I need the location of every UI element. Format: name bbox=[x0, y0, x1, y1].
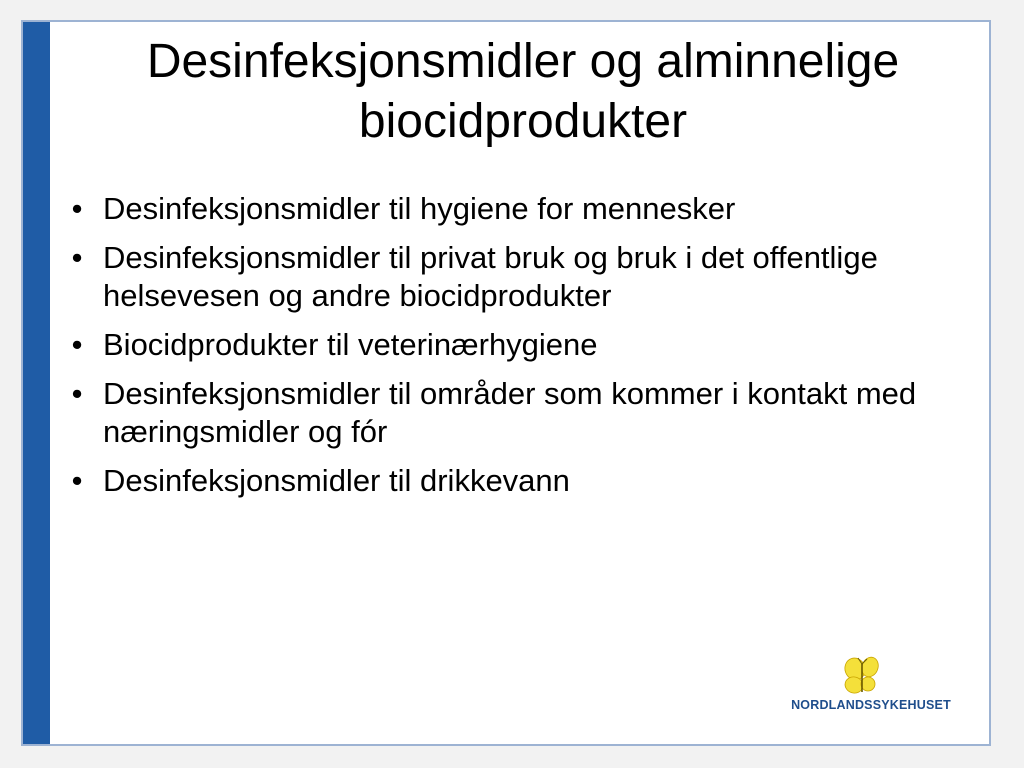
bullet-item bbox=[63, 462, 943, 500]
bullet-icon: • bbox=[71, 240, 83, 275]
butterfly-icon bbox=[840, 656, 884, 696]
bullet-text: Desinfeksjonsmidler til drikkevann bbox=[103, 463, 570, 498]
bullet-list bbox=[63, 190, 943, 511]
logo-wordmark: NORDLANDSSYKEHUSET bbox=[791, 698, 951, 712]
bullet-text: Desinfeksjonsmidler til privat bruk og bruk i det offentlige helsevesen og andre biocidprodukter bbox=[103, 240, 878, 313]
bullet-text: Biocidprodukter til veterinærhygiene bbox=[103, 327, 598, 362]
bullet-icon: • bbox=[71, 463, 83, 498]
bullet-icon: • bbox=[71, 191, 83, 226]
accent-bar bbox=[23, 22, 50, 744]
bullet-icon: • bbox=[71, 327, 83, 362]
organization-logo bbox=[786, 656, 956, 722]
bullet-item bbox=[63, 239, 943, 315]
bullet-item bbox=[63, 190, 943, 228]
bullet-icon: • bbox=[71, 376, 83, 411]
bullet-text: Desinfeksjonsmidler til hygiene for mennesker bbox=[103, 191, 736, 226]
bullet-item bbox=[63, 326, 943, 364]
slide bbox=[21, 20, 991, 746]
bullet-text: Desinfeksjonsmidler til områder som kommer i kontakt med næringsmidler og fór bbox=[103, 376, 917, 449]
slide-title: Desinfeksjonsmidler og alminnelige biocidprodukter bbox=[146, 35, 900, 148]
bullet-item bbox=[63, 375, 943, 451]
